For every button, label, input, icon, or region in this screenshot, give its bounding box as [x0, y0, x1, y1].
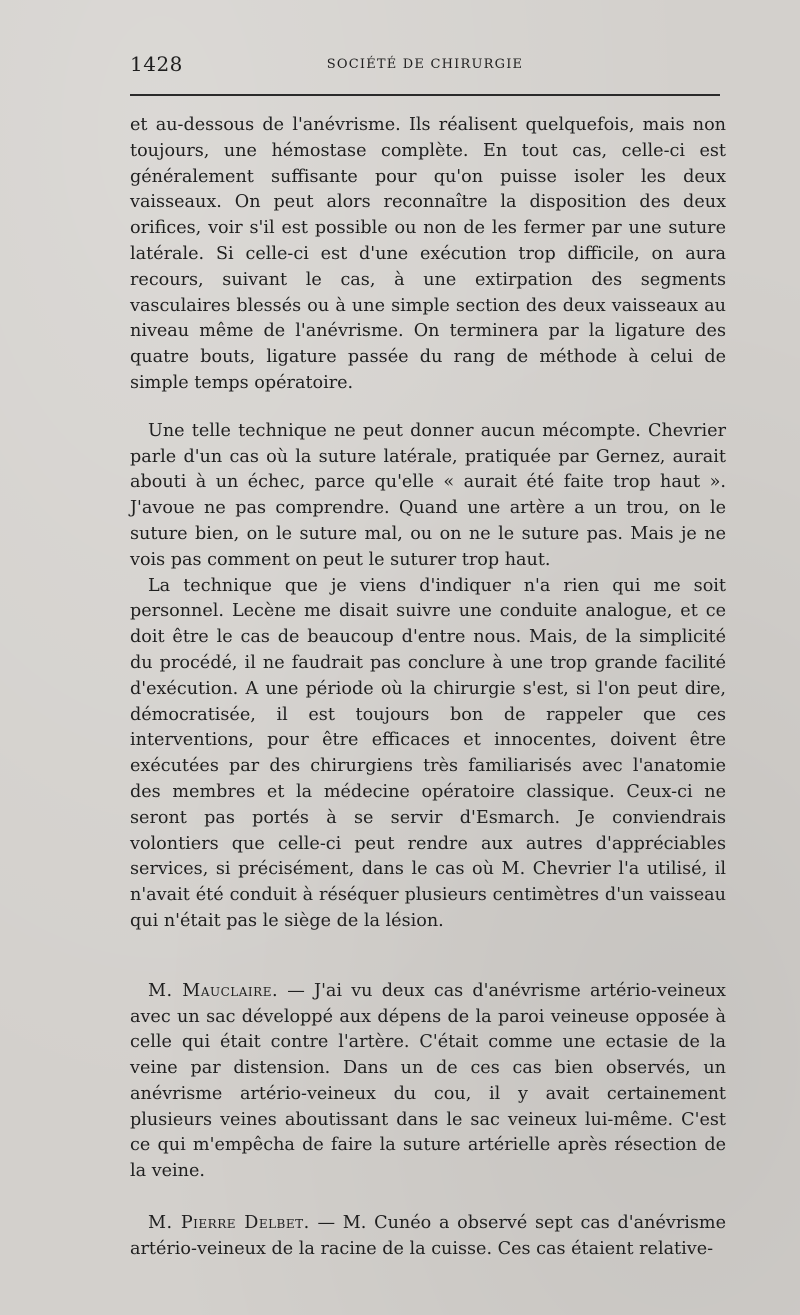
paragraph-delbet [130, 1211, 726, 1263]
paragraph-text: — M. Cunéo a observé sept cas d'anévrisme artério-veineux de la racine de la cuisse. Ces cas étaient relative- [130, 1213, 726, 1259]
speaker-name: M. Pierre Delbet. [148, 1213, 310, 1234]
speaker-name: M. Mauclaire. [148, 980, 279, 1001]
page-number: 1428 [130, 52, 183, 76]
paragraph-text: — J'ai vu deux cas d'anévrisme artério-veineux avec un sac développé aux dépens de la paroi veineuse opposée à celle qui était contre l'artère. C'était comme une ectasie de la veine par distension. Dans un de ces cas bien observés, un anévrisme artério-veineux du cou, il y avait certainement plusieurs veines aboutissant dans le sac veineux lui-même. C'est ce qui m'empêcha de faire la suture artérielle après résection de la veine. [130, 980, 726, 1182]
running-title: SOCIÉTÉ DE CHIRURGIE [326, 57, 524, 72]
body-text [130, 113, 726, 1263]
paragraph-1: et au-dessous de l'anévrisme. Ils réalisent quelquefois, mais non toujours, une hémostase complète. En tout cas, celle-ci est généralement suffisante pour qu'on puisse isoler les deux vaisseaux. On peut alors reconnaître la disposition des deux orifices, voir s'il est possible ou non de les fermer par une suture latérale. Si celle-ci est d'une exécution trop difficile, on aura recours, suivant le cas, à une extirpation des segments vasculaires blessés ou à une simple section des deux vaisseaux au niveau même de l'anévrisme. On terminera par la ligature des quatre bouts, ligature passée du rang de méthode à celui de simple temps opératoire. [130, 115, 726, 393]
paragraph-2: Une telle technique ne peut donner aucun mécompte. Chevrier parle d'un cas où la suture latérale, pratiquée par Gernez, aurait abouti à un échec, parce qu'elle « aurait été faite trop haut ». J'avoue ne pas comprendre. Quand une artère a un trou, on le suture bien, on le suture mal, ou on ne le suture pas. Mais je ne vois pas comment on peut le suturer trop haut. [130, 420, 726, 570]
paragraph-3: La technique que je viens d'indiquer n'a rien qui me soit personnel. Lecène me disait suivre une conduite analogue, et ce doit être le cas de beaucoup d'entre nous. Mais, de la simplicité du procédé, il ne faudrait pas conclure à une trop grande facilité d'exécution. A une période où la chirurgie s'est, si l'on peut dire, démocratisée, il est toujours bon de rappeler que ces interventions, pour être efficaces et innocentes, doivent être exécutées par des chirurgiens très familiarisés avec l'anatomie des membres et la médecine opératoire classique. Ceux-ci ne seront pas portés à se servir d'Esmarch. Je conviendrais volontiers que celle-ci peut rendre aux autres d'appréciables services, si précisément, dans le cas où M. Chevrier l'a utilisé, il n'avait été conduit à réséquer plusieurs centimètres d'un vaisseau qui n'était pas le siège de la lésion. [130, 575, 726, 931]
page-header [130, 50, 720, 90]
paragraph-mauclaire [130, 979, 726, 1185]
header-rule [130, 94, 720, 96]
